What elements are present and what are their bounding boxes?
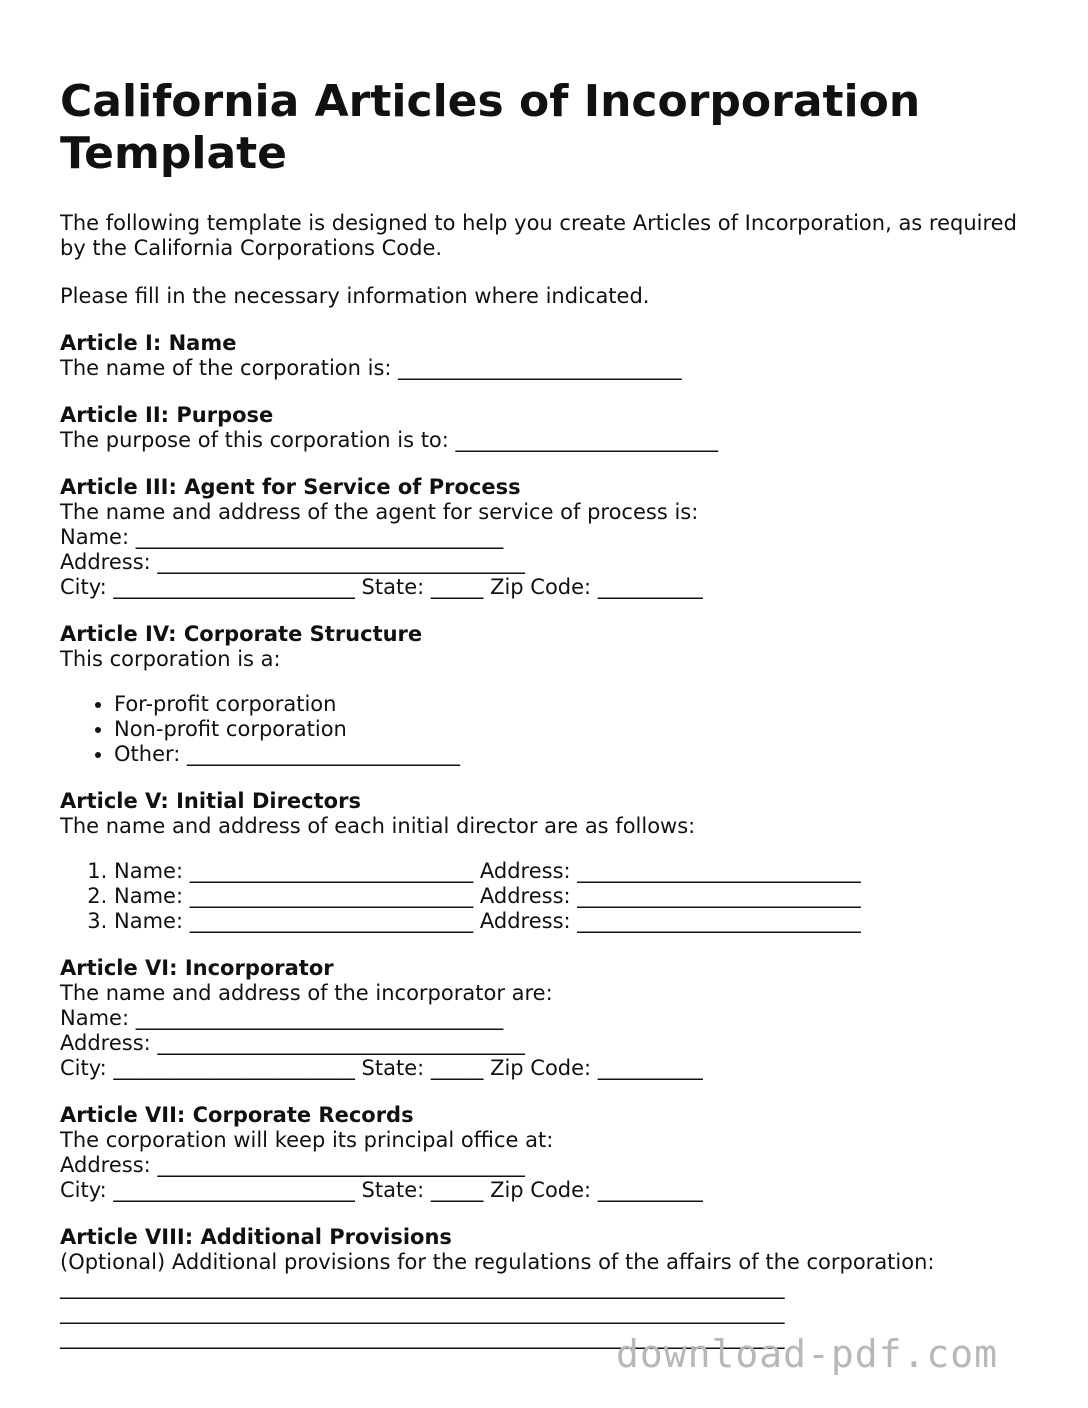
agent-name-field[interactable]: Name: ___________________________________ bbox=[60, 525, 504, 549]
article-7 bbox=[60, 1103, 1020, 1203]
article-heading: Article VI: Incorporator bbox=[60, 956, 334, 980]
article-6 bbox=[60, 956, 1020, 1081]
incorporator-city-state-zip-field[interactable]: City: _______________________ State: _____ Zip Code: __________ bbox=[60, 1056, 703, 1080]
directors-list bbox=[60, 859, 1020, 934]
article-heading: Article VII: Corporate Records bbox=[60, 1103, 414, 1127]
structure-options-list bbox=[60, 692, 1020, 767]
office-city-state-zip-field[interactable]: City: _______________________ State: _____ Zip Code: __________ bbox=[60, 1178, 703, 1202]
office-address-field[interactable]: Address: ___________________________________ bbox=[60, 1153, 525, 1177]
purpose-field[interactable]: The purpose of this corporation is to: _________________________ bbox=[60, 428, 719, 452]
provision-line-field[interactable]: _____________________________________________________________________ bbox=[60, 1325, 785, 1349]
instruction-text: Please fill in the necessary information where indicated. bbox=[60, 284, 650, 308]
article-text: (Optional) Additional provisions for the regulations of the affairs of the corporation: bbox=[60, 1250, 935, 1274]
article-heading: Article VIII: Additional Provisions bbox=[60, 1225, 452, 1249]
article-text: The name and address of each initial director are as follows: bbox=[60, 814, 696, 838]
article-heading: Article IV: Corporate Structure bbox=[60, 622, 423, 646]
article-2 bbox=[60, 403, 1020, 453]
article-heading: Article V: Initial Directors bbox=[60, 789, 361, 813]
agent-address-field[interactable]: Address: ___________________________________ bbox=[60, 550, 525, 574]
article-heading: Article I: Name bbox=[60, 331, 237, 355]
director-entry[interactable]: 1. Name: ___________________________ Address: ___________________________ bbox=[114, 859, 1020, 884]
structure-option-for-profit[interactable]: • For-profit corporation bbox=[114, 692, 1020, 717]
article-3 bbox=[60, 475, 1020, 600]
watermark: download-pdf.com bbox=[616, 1332, 999, 1376]
director-entry[interactable]: 2. Name: ___________________________ Address: ___________________________ bbox=[114, 884, 1020, 909]
page-title: California Articles of Incorporation Template bbox=[60, 76, 921, 179]
agent-city-state-zip-field[interactable]: City: _______________________ State: _____ Zip Code: __________ bbox=[60, 575, 703, 599]
incorporator-name-field[interactable]: Name: ___________________________________ bbox=[60, 1006, 504, 1030]
corporation-name-field[interactable]: The name of the corporation is: ___________________________ bbox=[60, 356, 682, 380]
intro-text: The following template is designed to help you create Articles of Incorporation, as required by the California Corporations Code. bbox=[60, 211, 1017, 260]
director-entry[interactable]: 3. Name: ___________________________ Address: ___________________________ bbox=[114, 909, 1020, 934]
article-1 bbox=[60, 331, 1020, 381]
article-text: The name and address of the agent for service of process is: bbox=[60, 500, 699, 524]
incorporator-address-field[interactable]: Address: ___________________________________ bbox=[60, 1031, 525, 1055]
structure-option-non-profit[interactable]: • Non-profit corporation bbox=[114, 717, 1020, 742]
article-4 bbox=[60, 622, 1020, 767]
article-text: The name and address of the incorporator are: bbox=[60, 981, 553, 1005]
structure-option-other[interactable]: • Other: __________________________ bbox=[114, 742, 1020, 767]
provision-line-field[interactable]: _____________________________________________________________________ bbox=[60, 1300, 785, 1324]
document-page bbox=[60, 76, 1020, 1350]
article-text: This corporation is a: bbox=[60, 647, 281, 671]
article-5 bbox=[60, 789, 1020, 934]
article-heading: Article II: Purpose bbox=[60, 403, 274, 427]
article-heading: Article III: Agent for Service of Process bbox=[60, 475, 521, 499]
article-text: The corporation will keep its principal office at: bbox=[60, 1128, 554, 1152]
provision-line-field[interactable]: _____________________________________________________________________ bbox=[60, 1275, 785, 1299]
